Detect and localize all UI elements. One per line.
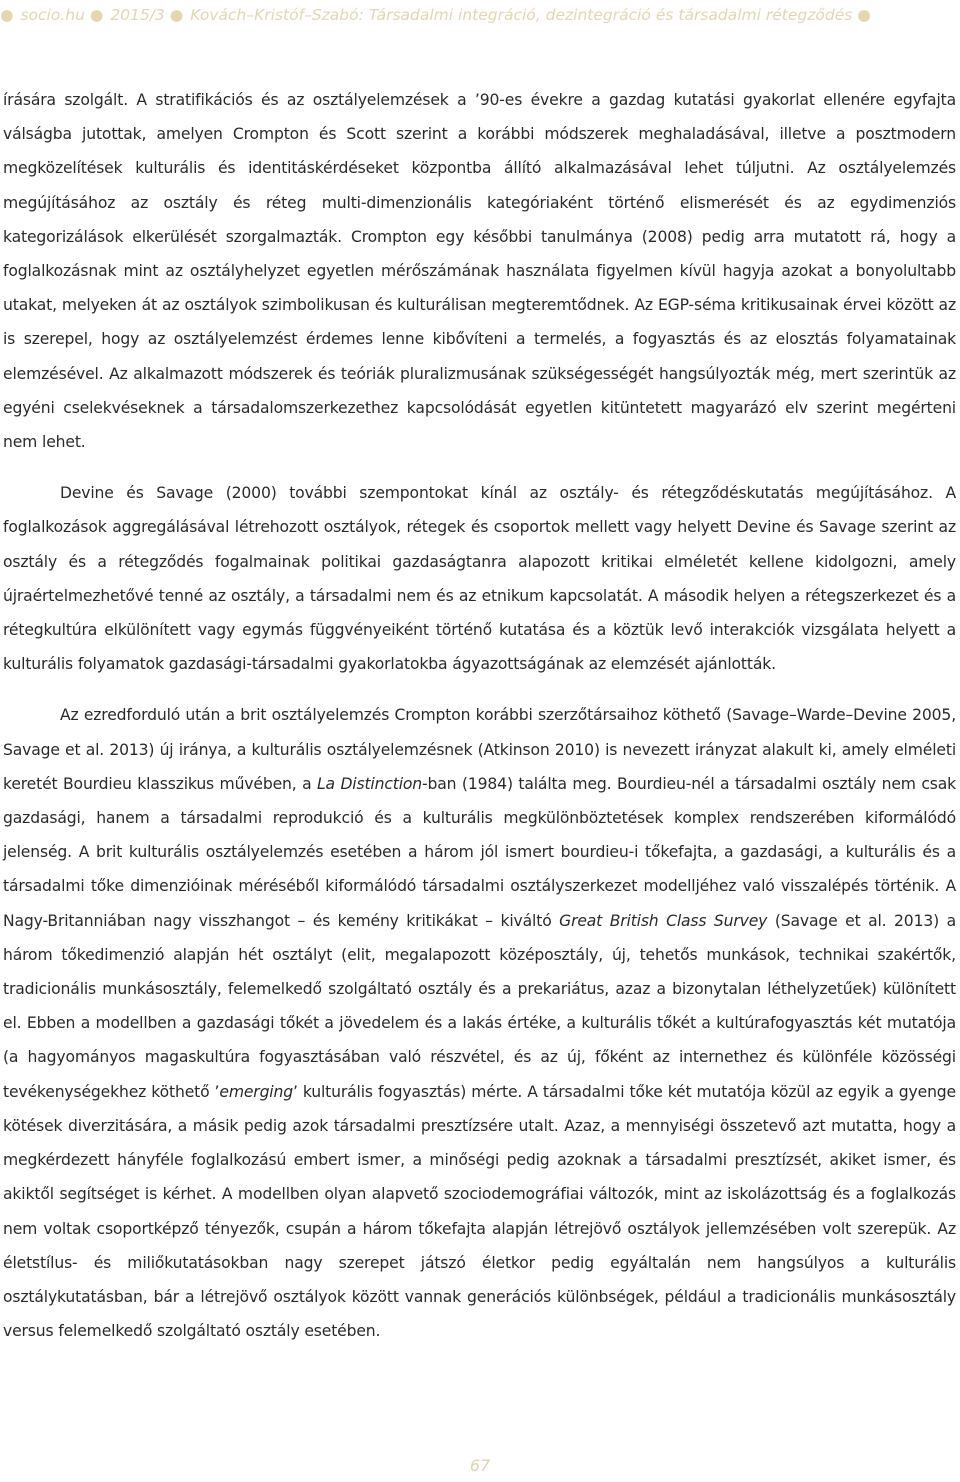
paragraph-3 [3,698,956,1348]
bullet-icon: ● [0,6,14,24]
header-site: socio.hu [20,6,85,24]
running-header [0,2,960,28]
bullet-icon: ● [169,6,184,24]
header-issue: 2015/3 [110,6,165,24]
bullet-icon: ● [857,6,871,24]
paragraph-text: Devine és Savage (2000) további szempontokat kínál az osztály- és rétegződéskutatás megújításához. A foglalkozások aggregálásával létrehozott osztályok, rétegek és csoportok mellett vagy helyett Devine és Savage szerint az osztály és a rétegződés fogalmainak politikai gazdaságtanra alapozott kritikai elméletét kellene kidolgozni, amely újraértelmezhetővé tenné az osztály, a társadalmi nem és az etnikum kapcsolatát. A második helyen a rétegszerkezet és a rétegkultúra elkülönített vagy egymás függvényeiként történő kutatása és a köztük levő interakciók vizsgálata helyett a kulturális folyamatok gazdasági-társadalmi gyakorlatokba ágyazottságának az elemzését ajánlották. [3,484,956,674]
header-article-title: Kovách–Kristóf–Szabó: Társadalmi integráció, dezintegráció és társadalmi rétegződés [190,6,853,24]
bullet-icon: ● [89,6,104,24]
paragraph-1 [3,83,956,459]
paragraph-text: Az ezredforduló után a brit osztályelemzés Crompton korábbi szerzőtársaihoz köthető (Savage–Warde–Devine 2005, Savage et al. 2013) új iránya, a kulturális osztályelemzésnek (Atkinson 2010) is nevezett irányzat alakult ki, amely elméleti keretét Bourdieu klasszikus művében, a [3,706,956,793]
paragraph-text: (Savage et al. 2013) a három tőkedimenzió alapján hét osztályt (elit, megalapozott középosztály, új, tehetős munkások, technikai szakértők, tradicionális munkásosztály, felemelkedő szolgáltató osztály és a prekariátus, azaz a bizonytalan léthelyzetűek) különített el. Ebben a modellben a gazdasági tőkét a jövedelem és a lakás értéke, a kulturális tőkét a kultúrafogyasztás két mutatója (a hagyományos magaskultúra fogyasztásában való részvétel, és az új, főként az internethez és különféle közösségi tevékenységekhez köthető ’ [3,911,956,1101]
article-body [3,83,956,1348]
paragraph-2 [3,476,956,681]
paragraph-text: -ban (1984) találta meg. Bourdieu-nél a társadalmi osztály nem csak gazdasági, hanem a társadalmi reprodukció és a kulturális megkülönböztetések komplex rendszerében kiformálódó jelenség. A brit kulturális osztályelemzés esetében a három jól ismert bourdieu-i tőkefajta, a gazdasági, a kulturális és a társadalmi tőke dimenzióinak méréséből kiformálódó társadalmi osztályszerkezet modelljéhez való visszalépés történik. A Nagy-Britanniában nagy visszhangot – és kemény kritikákat – kiváltó [3,774,957,930]
term-emerging: emerging [219,1082,293,1101]
survey-title: Great British Class Survey [559,911,768,930]
paragraph-text: ’ kulturális fogyasztás) mérte. A társadalmi tőke két mutatója közül az egyik a gyenge kötések diverzitására, a másik pedig azok társadalmi presztízsére utalt. Azaz, a mennyiségi összetevő azt mutatta, hogy a megkérdezett hányféle foglalkozású embert ismer, a minőségi pedig azoknak a társadalmi presztízsét, akiket ismer, és akiktől segítséget is kérhet. A modellben olyan alapvető szociodemográfiai változók, mint az iskolázottság és a foglalkozás nem voltak csoportképző tényezők, csupán a három tőkefajta alapján létrejövő osztályok jellemzésében volt szerepük. Az életstílus- és miliőkutatásokban nagy szerepet játszó életkor pedig egyáltalán nem hangsúlyos a kulturális osztálykutatásban, bár a létrejövő osztályok között vannak generációs különbségek, például a tradicionális munkásosztály versus felemelkedő szolgáltató osztály esetében. [3,1082,956,1341]
page-number: 67 [469,1456,491,1475]
paragraph-text: írására szolgált. A stratifikációs és az osztályelemzések a ’90-es évekre a gazdag kutatási gyakorlat ellenére egyfajta válságba jutottak, amelyen Crompton és Scott szerint a korábbi módszerek meghaladásával, illetve a posztmodern megközelítések kulturális és identitáskérdéseket központba állító alkalmazásával lehet túljutni. Az osztályelemzés megújításához az osztály és réteg multi-dimenzionális kategóriaként történő elismerését és az egydimenziós kategorizálások elkerülését szorgalmazták. Crompton egy későbbi tanulmánya (2008) pedig arra mutatott rá, hogy a foglalkozásnak mint az osztályhelyzet egyetlen mérőszámának használata figyelmen kívül hagyja azokat a bonyolultabb utakat, melyeken át az osztályok szimbolikusan és kulturálisan megteremtődnek. Az EGP-séma kritikusainak érvei között az is szerepel, hogy az osztályelemzést érdemes lenne kibővíteni a termelés, a fogyasztás és az elosztás folyamatainak elemzésével. Az alkalmazott módszerek és teóriák pluralizmusának szükségességét hangsúlyozták még, mert szerintük az egyéni cselekvéseknek a társadalomszerkezethez kapcsolódását egyetlen kitüntetett magyarázó elv szerint megérteni nem lehet. [3,91,956,452]
book-title-la-distinction: La Distinction [317,774,423,793]
